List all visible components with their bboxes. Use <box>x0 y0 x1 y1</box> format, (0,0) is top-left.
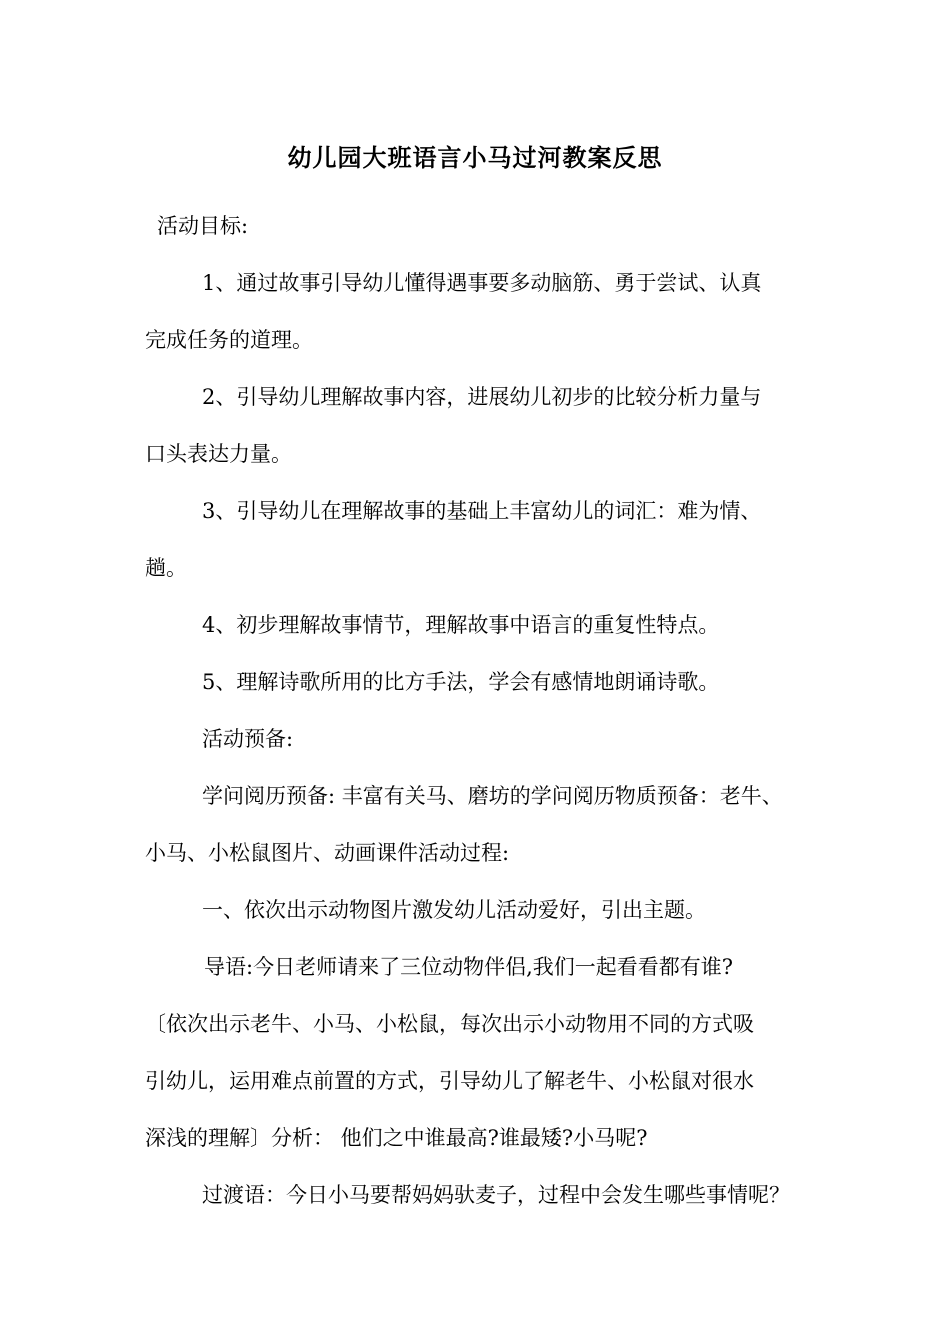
paragraph-line: 导语:今日老师请来了三位动物伴侣,我们一起看看都有谁? <box>204 955 734 979</box>
paragraph-line: 学问阅历预备: 丰富有关马、磨坊的学问阅历物质预备：老牛、 <box>202 784 783 808</box>
section-heading-goals: 活动目标: <box>157 214 249 238</box>
paragraph-line: 一、依次出示动物图片激发幼儿活动爱好，引出主题。 <box>202 898 706 922</box>
paragraph-line: 趟。 <box>145 556 187 580</box>
paragraph-line: 2、引导幼儿理解故事内容，进展幼儿初步的比较分析力量与 <box>202 385 762 409</box>
document-title: 幼儿园大班语言小马过河教案反思 <box>287 143 663 172</box>
paragraph-line: 〔依次出示老牛、小马、小松鼠，每次出示小动物用不同的方式吸 <box>145 1012 754 1036</box>
paragraph-line: 完成任务的道理。 <box>145 328 313 352</box>
paragraph-line: 深浅的理解〕分析： 他们之中谁最高?谁最矮?小马呢? <box>145 1126 648 1150</box>
paragraph-line: 口头表达力量。 <box>145 442 292 466</box>
paragraph-line: 3、引导幼儿在理解故事的基础上丰富幼儿的词汇：难为情、 <box>202 499 762 523</box>
paragraph-line: 4、初步理解故事情节，理解故事中语言的重复性特点。 <box>202 613 720 637</box>
paragraph-line: 小马、小松鼠图片、动画课件活动过程: <box>145 841 510 865</box>
paragraph-line: 1、通过故事引导幼儿懂得遇事要多动脑筋、勇于尝试、认真 <box>202 271 762 295</box>
section-heading-preparation: 活动预备: <box>202 727 294 751</box>
paragraph-line: 过渡语：今日小马要帮妈妈驮麦子，过程中会发生哪些事情呢？ <box>202 1183 790 1207</box>
paragraph-line: 5、理解诗歌所用的比方手法，学会有感情地朗诵诗歌。 <box>202 670 720 694</box>
paragraph-line: 引幼儿，运用难点前置的方式，引导幼儿了解老牛、小松鼠对很水 <box>145 1069 754 1093</box>
